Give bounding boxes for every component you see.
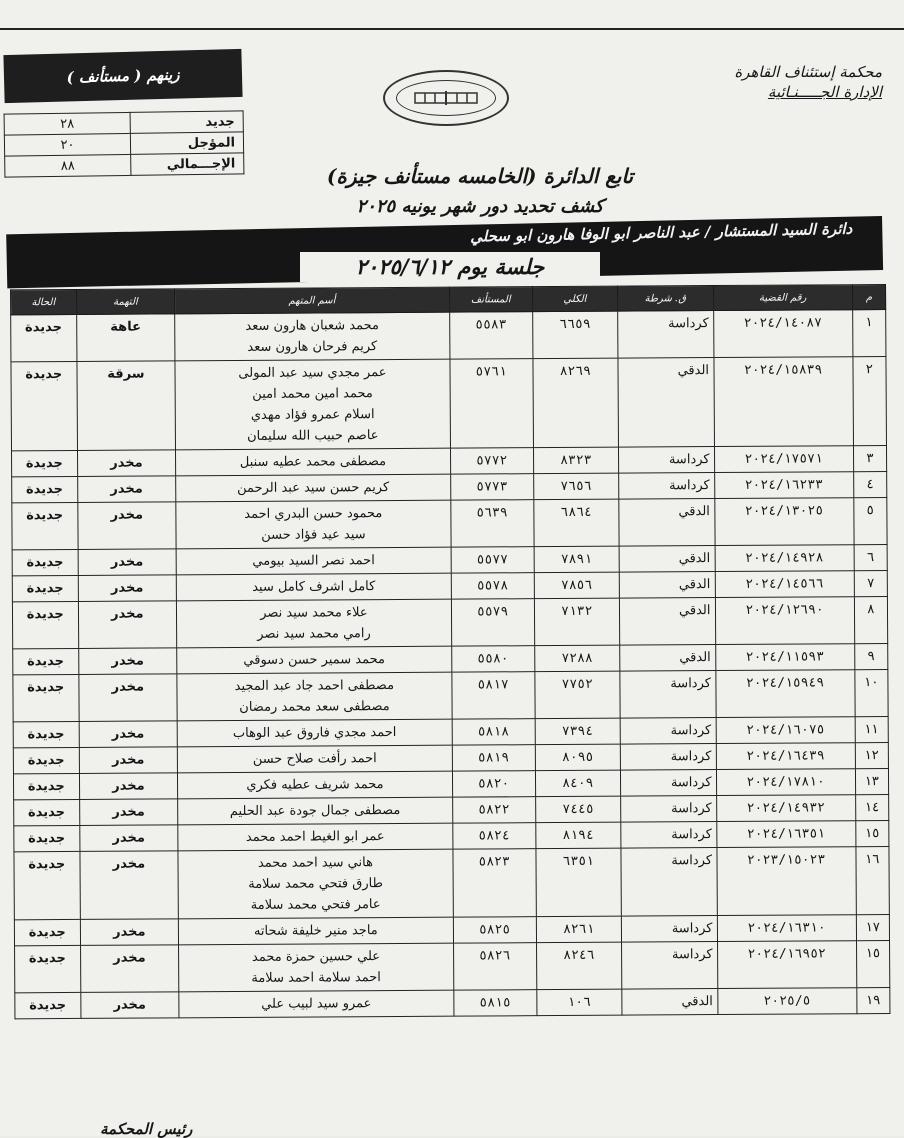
summary-value: ٢٨ xyxy=(4,112,130,135)
case-number: ٢٠٢٤/١٦٢٣٣ xyxy=(714,472,853,499)
defendant-name: مصطفى محمد عطيه سنبل xyxy=(239,454,387,470)
page-subtitle: كشف تحديد دور شهر يونيه ٢٠٢٥ xyxy=(356,196,604,217)
police-station: الدقي xyxy=(620,645,716,672)
judge-name: دائرة السيد المستشار / عبد الناصر ابو الوفا هارون ابو سحلي xyxy=(469,219,853,246)
police-station: الدقي xyxy=(618,358,714,448)
case-status: جديدة xyxy=(11,314,77,361)
police-station: كرداسة xyxy=(621,848,717,917)
defendant-names xyxy=(179,943,454,992)
case-number: ٢٠٢٤/١٦٩٥٢ xyxy=(717,941,857,989)
defendant-name: عمر مجدي سيد عبد المولى xyxy=(238,365,387,381)
defendant-name: عمرو سيد لبيب علي xyxy=(261,996,372,1012)
defendant-name: رامي محمد سيد نصر xyxy=(257,626,371,642)
charge: مخدر xyxy=(80,919,179,946)
col-header-no: م xyxy=(852,285,885,310)
case-status: جديدة xyxy=(14,851,80,919)
case-number-index: ١٠ xyxy=(855,669,889,716)
case-status: جديدة xyxy=(13,773,79,799)
appeal-number: ٥٥٧٧ xyxy=(451,547,534,574)
charge: مخدر xyxy=(77,450,176,477)
total-number: ٨٢٦١ xyxy=(536,916,621,943)
defendant-names xyxy=(177,719,451,747)
defendant-name: احمد رأفت صلاح حسن xyxy=(252,751,377,767)
col-header-station: ق. شرطة xyxy=(617,286,713,312)
appeal-number: ٥٥٨٣ xyxy=(449,312,532,360)
defendant-names xyxy=(177,672,452,721)
defendant-names xyxy=(176,474,450,502)
case-number-index: ١٩ xyxy=(857,987,890,1013)
case-number: ٢٠٢٤/١٧٨١٠ xyxy=(716,769,855,796)
case-status: جديدة xyxy=(12,476,78,502)
defendant-name: هاني سيد احمد محمد xyxy=(257,855,373,871)
charge: مخدر xyxy=(79,851,178,920)
case-status: جديدة xyxy=(12,601,78,648)
charge: مخدر xyxy=(78,601,177,649)
col-header-appeal: المستأنف xyxy=(449,287,532,313)
police-station: كرداسة xyxy=(618,447,714,474)
defendant-names xyxy=(178,849,453,919)
charge: مخدر xyxy=(80,992,179,1019)
total-number: ٦٣٥١ xyxy=(536,848,622,917)
case-number: ٢٠٢٤/١٧٥٧١ xyxy=(714,446,853,473)
case-number-index: ٤ xyxy=(853,471,886,497)
appeal-number: ٥٨٢٢ xyxy=(452,797,535,824)
defendant-name: عمر ابو الغيط احمد محمد xyxy=(245,829,385,845)
defendant-names xyxy=(177,646,451,674)
police-station: كرداسة xyxy=(619,473,715,500)
col-header-total: الكلي xyxy=(532,286,617,312)
defendant-name: طارق فتحي محمد سلامة xyxy=(248,876,383,892)
charge: مخدر xyxy=(78,674,177,722)
table-row xyxy=(12,497,887,549)
summary-table xyxy=(4,110,245,177)
appeal-number: ٥٥٧٩ xyxy=(451,599,534,647)
charge: مخدر xyxy=(78,648,177,675)
case-number-index: ٨ xyxy=(854,596,888,643)
police-station: كرداسة xyxy=(621,822,717,849)
case-status: جديدة xyxy=(14,799,80,825)
case-number: ٢٠٢٣/١٥٠٢٣ xyxy=(716,847,856,916)
session-date: جلسة يوم ٢٠٢٥/٦/١٢ xyxy=(300,252,600,282)
case-number-index: ١٢ xyxy=(855,742,888,768)
case-number-index: ١١ xyxy=(855,716,888,742)
summary-label: جديد xyxy=(130,111,243,134)
defendant-name: محمد شعبان هارون سعد xyxy=(245,318,379,334)
appeal-number: ٥٨١٩ xyxy=(452,745,535,772)
case-number: ٢٠٢٤/١٦٤٣٩ xyxy=(716,743,855,770)
case-number: ٢٠٢٥/٥ xyxy=(717,988,856,1015)
defendant-names xyxy=(177,599,452,648)
case-number-index: ١٥ xyxy=(856,820,889,846)
police-station: الدقي xyxy=(622,989,718,1016)
charge: مخدر xyxy=(79,747,178,774)
page-title: تابع الدائرة (الخامسه مستأنف جيزة) xyxy=(326,164,634,188)
case-status: جديدة xyxy=(14,825,80,851)
charge: مخدر xyxy=(79,721,178,748)
case-number: ٢٠٢٤/١٤٥٦٦ xyxy=(715,571,854,598)
charge: مخدر xyxy=(79,799,178,826)
defendant-names xyxy=(175,312,450,361)
police-station: كرداسة xyxy=(620,770,716,797)
case-number: ٢٠٢٤/١٦٣٥١ xyxy=(716,821,855,848)
defendant-name: سيد عيد فؤاد حسن xyxy=(261,527,366,543)
case-number-index: ٧ xyxy=(854,570,887,596)
col-header-names: أسم المتهم xyxy=(175,287,449,314)
case-number-index: ١٥ xyxy=(856,940,890,987)
charge: عاهة xyxy=(76,314,175,362)
total-number: ٨٠٩٥ xyxy=(535,744,620,771)
total-number: ٧٨٥٦ xyxy=(534,572,619,599)
police-station: كرداسة xyxy=(621,916,717,943)
total-number: ٨٣٢٣ xyxy=(533,447,618,474)
case-number: ٢٠٢٤/١٤٩٣٢ xyxy=(716,795,855,822)
police-station: الدقي xyxy=(619,572,715,599)
table-row xyxy=(14,846,889,919)
police-station: كرداسة xyxy=(620,671,716,719)
defendant-name: علاء محمد سيد نصر xyxy=(260,605,368,621)
police-station: كرداسة xyxy=(618,311,714,359)
total-number: ٨٢٦٩ xyxy=(533,358,619,448)
defendant-names xyxy=(175,359,450,450)
defendant-names xyxy=(176,547,450,575)
case-number: ٢٠٢٤/١١٥٩٣ xyxy=(715,644,854,671)
total-number: ٧١٣٢ xyxy=(534,598,619,646)
appeal-number: ٥٥٨٠ xyxy=(451,646,534,673)
defendant-name: مصطفى سعد محمد رمضان xyxy=(239,699,390,715)
appeal-number: ٥٨٢٠ xyxy=(452,771,535,798)
case-number-index: ٩ xyxy=(854,643,887,669)
defendant-names xyxy=(176,573,450,601)
total-number: ٧٦٥٦ xyxy=(533,473,618,500)
col-header-charge: التهمة xyxy=(76,289,175,315)
total-number: ٨٤٠٩ xyxy=(535,770,620,797)
case-status: جديدة xyxy=(13,648,79,674)
defendant-name: احمد سلامة احمد سلامة xyxy=(251,970,381,986)
col-header-case: رقم القضية xyxy=(713,285,852,311)
case-number-index: ١٤ xyxy=(855,794,888,820)
total-number: ٧٤٤٥ xyxy=(535,796,620,823)
table-row xyxy=(12,596,887,648)
appeal-number: ٥٨٢٦ xyxy=(453,943,536,991)
appeal-number: ٥٦٣٩ xyxy=(450,500,533,548)
case-number-index: ١٧ xyxy=(856,914,889,940)
defendant-name: عامر فتحي محمد سلامة xyxy=(250,897,381,913)
case-number-index: ١٦ xyxy=(856,846,890,914)
police-station: كرداسة xyxy=(621,796,717,823)
police-station: كرداسة xyxy=(620,718,716,745)
total-number: ٦٨٦٤ xyxy=(534,499,619,547)
total-number: ١٠٦ xyxy=(537,989,622,1016)
police-station: الدقي xyxy=(619,598,715,646)
case-status: جديدة xyxy=(11,361,77,450)
total-number: ٧٣٩٤ xyxy=(535,718,620,745)
table-row xyxy=(11,310,886,362)
case-status: جديدة xyxy=(15,945,81,992)
defendant-name: مصطفى احمد جاد عبد المجيد xyxy=(234,678,395,694)
location-badge: زينهم ( مستأنف ) xyxy=(3,49,242,103)
signature-label: رئيس المحكمة xyxy=(100,1120,193,1138)
case-status: جديدة xyxy=(13,747,79,773)
total-number: ٦٦٥٩ xyxy=(532,311,617,359)
defendant-name: كريم فرحان هارون سعد xyxy=(247,339,378,355)
appeal-number: ٥٧٦١ xyxy=(450,359,534,449)
case-status: جديدة xyxy=(14,919,80,945)
defendant-name: اسلام عمرو فؤاد مهدي xyxy=(250,407,375,423)
defendant-names xyxy=(179,917,453,945)
total-number: ٧٧٥٢ xyxy=(535,671,620,719)
case-number: ٢٠٢٤/١٤٩٢٨ xyxy=(715,545,854,572)
emblem-icon xyxy=(411,87,481,109)
appeal-number: ٥٨١٨ xyxy=(452,719,535,746)
defendant-name: علي حسين حمزة محمد xyxy=(251,949,381,965)
defendant-names xyxy=(178,745,452,773)
case-number: ٢٠٢٤/١٤٠٨٧ xyxy=(713,310,853,358)
emblem-seal xyxy=(383,70,509,126)
case-status: جديدة xyxy=(13,721,79,747)
case-status: جديدة xyxy=(12,575,78,601)
defendant-name: محمد امين محمد امين xyxy=(252,386,373,402)
case-number-index: ١٣ xyxy=(855,768,888,794)
case-number: ٢٠٢٤/١٦٣١٠ xyxy=(717,915,856,942)
appeal-number: ٥٥٧٨ xyxy=(451,573,534,600)
case-number-index: ٥ xyxy=(854,497,888,544)
police-station: الدقي xyxy=(619,499,715,547)
case-number-index: ٢ xyxy=(853,357,887,446)
defendant-names xyxy=(178,797,452,825)
case-number-index: ٣ xyxy=(853,446,886,472)
defendant-names xyxy=(178,771,452,799)
appeal-number: ٥٨٢٥ xyxy=(453,917,536,944)
charge: مخدر xyxy=(77,476,176,503)
defendant-names xyxy=(179,990,453,1018)
defendant-name: محمد شريف عطيه فكري xyxy=(246,777,384,793)
case-status: جديدة xyxy=(13,674,79,721)
defendant-name: محمود حسن البدري احمد xyxy=(244,506,383,522)
summary-label: المؤجل xyxy=(130,132,243,155)
case-number: ٢٠٢٤/١٥٩٤٩ xyxy=(715,670,855,718)
charge: سرقة xyxy=(76,361,175,451)
defendant-name: عاصم حبيب الله سليمان xyxy=(247,428,379,444)
defendant-name: مصطفى جمال جودة عبد الحليم xyxy=(229,802,401,820)
total-number: ٧٢٨٨ xyxy=(534,645,619,672)
case-status: جديدة xyxy=(12,502,78,549)
defendant-names xyxy=(178,823,452,851)
summary-label: الإجـــمالي xyxy=(131,153,244,176)
police-station: الدقي xyxy=(619,546,715,573)
case-number-index: ٦ xyxy=(854,544,887,570)
cases-table xyxy=(10,284,890,1019)
court-header xyxy=(652,62,882,102)
defendant-name: محمد سمير حسن دسوقي xyxy=(243,652,386,668)
case-number: ٢٠٢٤/١٣٠٢٥ xyxy=(714,498,854,546)
defendant-name: كريم حسن سيد عبد الرحمن xyxy=(237,480,390,496)
defendant-name: احمد مجدي فاروق عبد الوهاب xyxy=(232,724,397,741)
top-rule xyxy=(0,28,904,30)
total-number: ٨٢٤٦ xyxy=(536,942,621,990)
charge: مخدر xyxy=(79,773,178,800)
department-name: الإدارة الجـــــنـائية xyxy=(767,83,882,101)
charge: مخدر xyxy=(78,575,177,602)
case-status: جديدة xyxy=(12,450,78,476)
col-header-status: الحالة xyxy=(11,289,77,314)
charge: مخدر xyxy=(78,549,177,576)
police-station: كرداسة xyxy=(620,744,716,771)
appeal-number: ٥٨١٧ xyxy=(451,672,534,720)
defendant-name: احمد نصر السيد بيومي xyxy=(252,553,375,569)
case-status: جديدة xyxy=(15,992,81,1018)
defendant-names xyxy=(176,448,450,476)
appeal-number: ٥٧٧٣ xyxy=(450,474,533,501)
court-name: محكمة إستئناف القاهرة xyxy=(734,63,882,81)
defendant-name: كامل اشرف كامل سيد xyxy=(252,579,376,595)
appeal-number: ٥٨٢٤ xyxy=(452,823,535,850)
case-number: ٢٠٢٤/١٥٨٣٩ xyxy=(713,357,853,447)
appeal-number: ٥٧٧٢ xyxy=(450,448,533,475)
case-number: ٢٠٢٤/١٦٠٧٥ xyxy=(716,717,855,744)
appeal-number: ٥٨٢٣ xyxy=(453,849,537,918)
charge: مخدر xyxy=(79,825,178,852)
summary-value: ٨٨ xyxy=(5,154,131,177)
charge: مخدر xyxy=(80,945,179,993)
case-number: ٢٠٢٤/١٢٦٩٠ xyxy=(715,597,855,645)
total-number: ٨١٩٤ xyxy=(535,822,620,849)
total-number: ٧٨٩١ xyxy=(534,546,619,573)
summary-row-total xyxy=(5,153,244,177)
appeal-number: ٥٨١٥ xyxy=(453,990,536,1017)
police-station: كرداسة xyxy=(621,942,717,990)
charge: مخدر xyxy=(77,502,176,550)
table-row xyxy=(13,669,888,721)
summary-value: ٢٠ xyxy=(4,133,130,156)
defendant-name: ماجد منير خليفة شحاته xyxy=(253,923,378,939)
defendant-names xyxy=(176,500,451,549)
case-status: جديدة xyxy=(12,549,78,575)
table-row xyxy=(15,940,890,992)
table-row xyxy=(15,987,890,1018)
case-number-index: ١ xyxy=(852,310,886,357)
table-row xyxy=(11,357,887,451)
